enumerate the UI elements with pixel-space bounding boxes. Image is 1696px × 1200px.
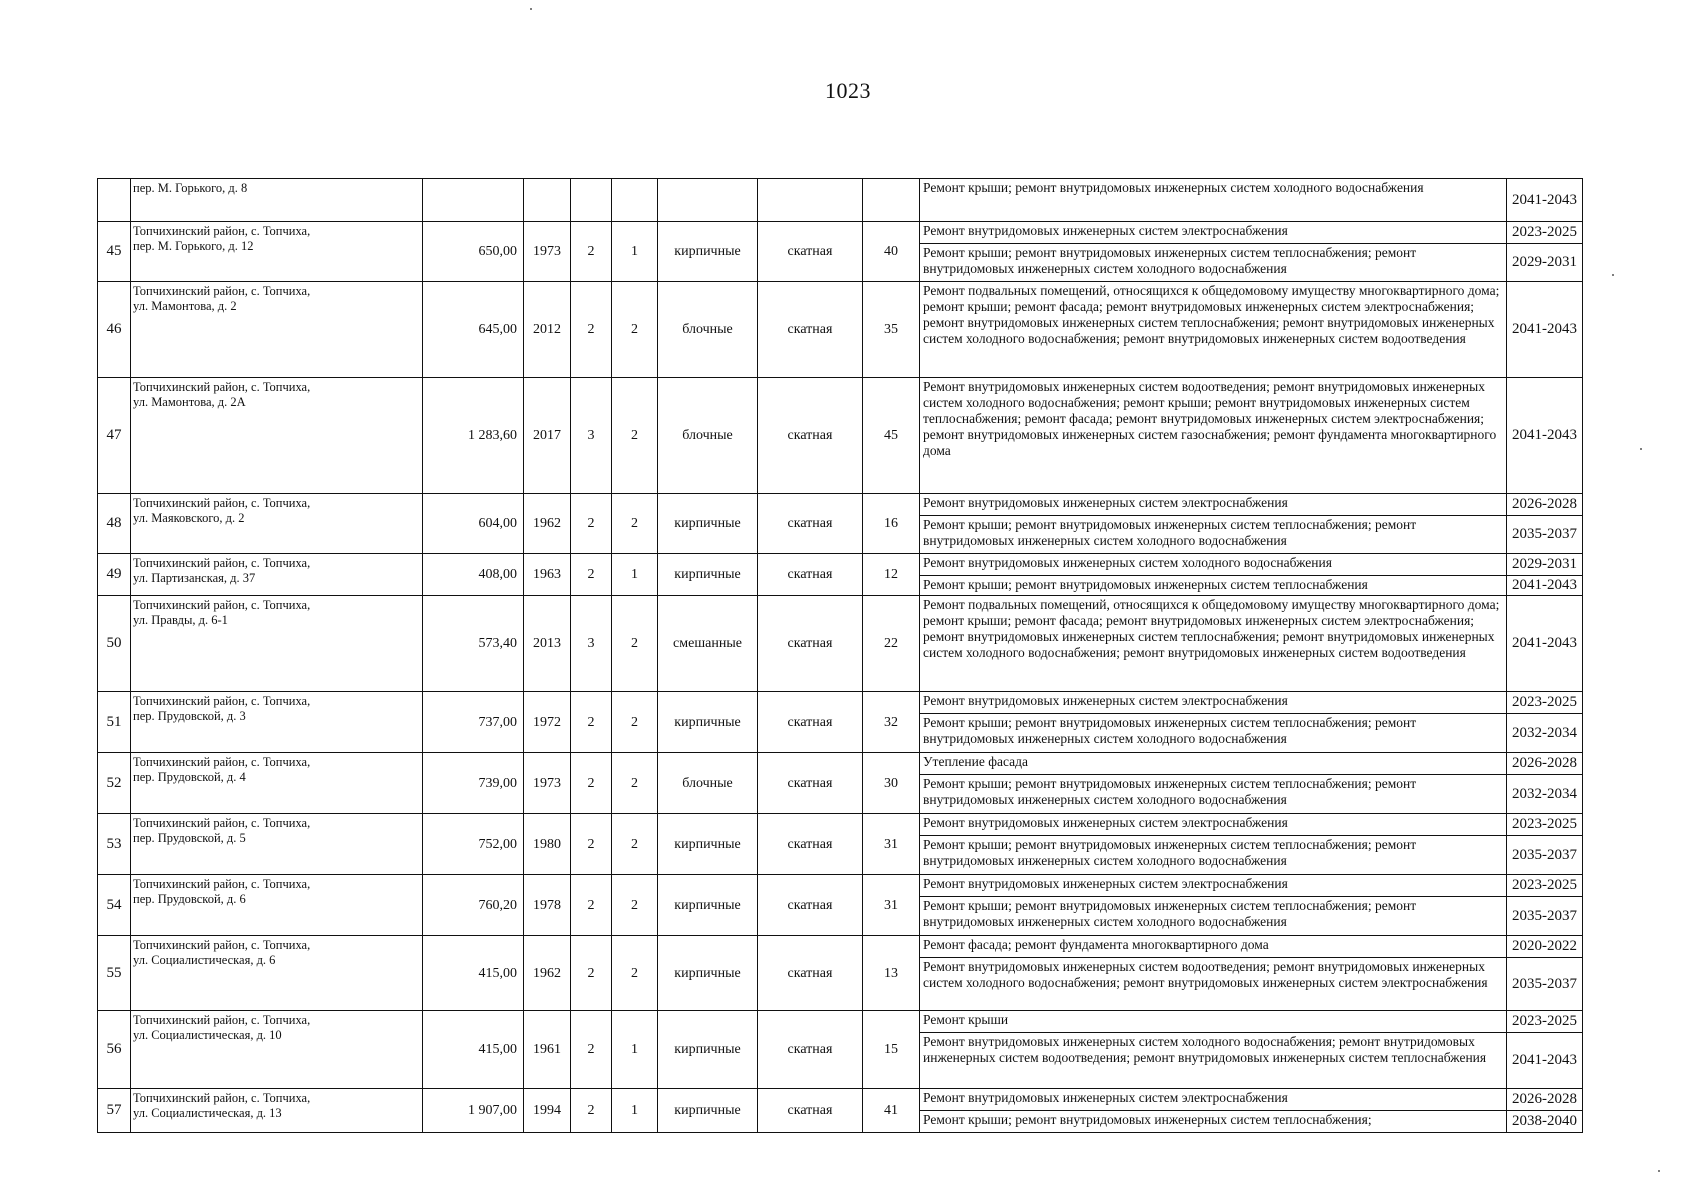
address-cell (131, 814, 423, 875)
table-row (98, 875, 1583, 897)
work-period-cell: 2035-2037 (1507, 897, 1583, 936)
wall-material-cell: кирпичные (658, 692, 758, 753)
apartments-cell (863, 179, 920, 222)
year-cell: 1973 (524, 753, 571, 814)
area-cell: 752,00 (423, 814, 524, 875)
roof-type-cell: скатная (758, 753, 863, 814)
page-number: 1023 (825, 78, 871, 103)
year-cell: 1961 (524, 1011, 571, 1089)
entrances-cell: 2 (612, 378, 658, 494)
address-cell (131, 692, 423, 753)
area-cell: 415,00 (423, 936, 524, 1011)
row-number: 48 (98, 494, 131, 554)
floors-cell: 2 (571, 282, 612, 378)
scan-speck (1658, 1170, 1660, 1172)
area-cell: 573,40 (423, 596, 524, 692)
repair-schedule-table (97, 178, 1583, 1133)
entrances-cell: 2 (612, 596, 658, 692)
address-cell (131, 1011, 423, 1089)
year-cell: 1962 (524, 936, 571, 1011)
table-row (98, 179, 1583, 222)
work-description-cell: Ремонт внутридомовых инженерных систем электроснабжения (920, 222, 1507, 244)
table-row (98, 596, 1583, 692)
work-period-cell: 2026-2028 (1507, 1089, 1583, 1111)
address-line: Топчихинский район, с. Топчиха, (133, 877, 311, 891)
address-line: Топчихинский район, с. Топчиха, (133, 556, 311, 570)
wall-material-cell: кирпичные (658, 875, 758, 936)
roof-type-cell: скатная (758, 596, 863, 692)
year-cell: 1962 (524, 494, 571, 554)
row-number: 54 (98, 875, 131, 936)
area-cell: 760,20 (423, 875, 524, 936)
work-period-cell: 2032-2034 (1507, 775, 1583, 814)
floors-cell: 2 (571, 936, 612, 1011)
row-number: 50 (98, 596, 131, 692)
work-period-cell: 2035-2037 (1507, 958, 1583, 1011)
wall-material-cell: кирпичные (658, 1011, 758, 1089)
entrances-cell: 2 (612, 936, 658, 1011)
entrances-cell: 2 (612, 692, 658, 753)
roof-type-cell: скатная (758, 378, 863, 494)
address-cell (131, 179, 423, 222)
row-number: 55 (98, 936, 131, 1011)
row-number: 47 (98, 378, 131, 494)
address-line: Топчихинский район, с. Топчиха, (133, 224, 311, 238)
address-line: пер. Прудовской, д. 3 (133, 709, 246, 723)
wall-material-cell: кирпичные (658, 554, 758, 596)
wall-material-cell: кирпичные (658, 936, 758, 1011)
row-number: 53 (98, 814, 131, 875)
address-line: Топчихинский район, с. Топчиха, (133, 1013, 311, 1027)
address-line: Топчихинский район, с. Топчиха, (133, 380, 311, 394)
entrances-cell: 2 (612, 282, 658, 378)
table-row (98, 1011, 1583, 1033)
work-description-cell: Ремонт подвальных помещений, относящихся к общедомовому имуществу многоквартирного дома; ремонт крыши; ремонт фасада; ремонт внутридомовых инженерных систем электроснабжения; ремонт внутридомовых инженерных систем теплоснабжения; ремонт внутридомовых инженерных систем холодного водоснабжения; ремонт внутридомовых инженерных систем водоотведения (920, 596, 1507, 692)
entrances-cell: 2 (612, 753, 658, 814)
work-description-cell: Ремонт внутридомовых инженерных систем электроснабжения (920, 875, 1507, 897)
wall-material-cell: кирпичные (658, 1089, 758, 1133)
work-description-cell: Ремонт фасада; ремонт фундамента многоквартирного дома (920, 936, 1507, 958)
year-cell: 2013 (524, 596, 571, 692)
work-description-cell: Ремонт внутридомовых инженерных систем электроснабжения (920, 494, 1507, 516)
address-line: Топчихинский район, с. Топчиха, (133, 598, 311, 612)
area-cell: 1 283,60 (423, 378, 524, 494)
work-description-cell: Ремонт крыши; ремонт внутридомовых инженерных систем теплоснабжения; ремонт внутридомовых инженерных систем холодного водоснабжения (920, 516, 1507, 554)
entrances-cell: 1 (612, 554, 658, 596)
address-line: пер. Прудовской, д. 4 (133, 770, 246, 784)
work-description-cell: Ремонт крыши; ремонт внутридомовых инженерных систем теплоснабжения; ремонт внутридомовых инженерных систем холодного водоснабжения (920, 775, 1507, 814)
floors-cell (571, 179, 612, 222)
table-row (98, 753, 1583, 775)
address-line: пер. М. Горького, д. 8 (133, 181, 248, 195)
work-period-cell: 2035-2037 (1507, 836, 1583, 875)
work-description-cell: Ремонт крыши; ремонт внутридомовых инженерных систем холодного водоснабжения (920, 179, 1507, 222)
work-description-cell: Ремонт крыши; ремонт внутридомовых инженерных систем теплоснабжения (920, 576, 1507, 596)
address-line: ул. Мамонтова, д. 2 (133, 299, 237, 313)
work-period-cell: 2023-2025 (1507, 692, 1583, 714)
address-line: ул. Маяковского, д. 2 (133, 511, 245, 525)
work-description-cell: Ремонт крыши; ремонт внутридомовых инженерных систем теплоснабжения; ремонт внутридомовых инженерных систем холодного водоснабжения (920, 897, 1507, 936)
scan-speck (530, 8, 532, 10)
address-cell (131, 222, 423, 282)
entrances-cell: 2 (612, 875, 658, 936)
address-line: Топчихинский район, с. Топчиха, (133, 694, 311, 708)
roof-type-cell: скатная (758, 554, 863, 596)
floors-cell: 2 (571, 814, 612, 875)
roof-type-cell: скатная (758, 875, 863, 936)
work-description-cell: Ремонт внутридомовых инженерных систем холодного водоснабжения (920, 554, 1507, 576)
work-period-cell: 2026-2028 (1507, 494, 1583, 516)
table-row (98, 282, 1583, 378)
year-cell: 1994 (524, 1089, 571, 1133)
address-cell (131, 936, 423, 1011)
address-line: ул. Партизанская, д. 37 (133, 571, 256, 585)
work-description-cell: Ремонт крыши; ремонт внутридомовых инженерных систем теплоснабжения; ремонт внутридомовых инженерных систем холодного водоснабжения (920, 714, 1507, 753)
apartments-cell: 15 (863, 1011, 920, 1089)
wall-material-cell: кирпичные (658, 814, 758, 875)
row-number: 45 (98, 222, 131, 282)
floors-cell: 2 (571, 1011, 612, 1089)
work-period-cell: 2029-2031 (1507, 244, 1583, 282)
address-cell (131, 596, 423, 692)
row-number: 56 (98, 1011, 131, 1089)
entrances-cell: 2 (612, 814, 658, 875)
wall-material-cell: кирпичные (658, 494, 758, 554)
address-line: ул. Правды, д. 6-1 (133, 613, 228, 627)
entrances-cell: 2 (612, 494, 658, 554)
year-cell (524, 179, 571, 222)
address-cell (131, 554, 423, 596)
work-description-cell: Утепление фасада (920, 753, 1507, 775)
apartments-cell: 35 (863, 282, 920, 378)
year-cell: 2017 (524, 378, 571, 494)
address-cell (131, 282, 423, 378)
wall-material-cell: блочные (658, 282, 758, 378)
floors-cell: 2 (571, 692, 612, 753)
work-description-cell: Ремонт внутридомовых инженерных систем водоотведения; ремонт внутридомовых инженерных систем холодного водоснабжения; ремонт крыши; ремонт внутридомовых инженерных систем теплоснабжения; ремонт фасада; ремонт внутридомовых инженерных систем электроснабжения; ремонт внутридомовых инженерных систем газоснабжения; ремонт фундамента многоквартирного дома (920, 378, 1507, 494)
roof-type-cell: скатная (758, 1011, 863, 1089)
work-period-cell: 2023-2025 (1507, 814, 1583, 836)
address-line: Топчихинский район, с. Топчиха, (133, 755, 311, 769)
roof-type-cell: скатная (758, 814, 863, 875)
work-period-cell: 2041-2043 (1507, 179, 1583, 222)
apartments-cell: 16 (863, 494, 920, 554)
address-cell (131, 378, 423, 494)
row-number: 51 (98, 692, 131, 753)
work-description-cell: Ремонт внутридомовых инженерных систем электроснабжения (920, 814, 1507, 836)
work-period-cell: 2026-2028 (1507, 753, 1583, 775)
roof-type-cell: скатная (758, 282, 863, 378)
address-line: ул. Социалистическая, д. 6 (133, 953, 276, 967)
area-cell: 415,00 (423, 1011, 524, 1089)
row-number (98, 179, 131, 222)
entrances-cell: 1 (612, 1089, 658, 1133)
area-cell: 737,00 (423, 692, 524, 753)
year-cell: 1973 (524, 222, 571, 282)
work-period-cell: 2029-2031 (1507, 554, 1583, 576)
address-cell (131, 494, 423, 554)
row-number: 49 (98, 554, 131, 596)
work-period-cell: 2041-2043 (1507, 576, 1583, 596)
work-period-cell: 2023-2025 (1507, 222, 1583, 244)
work-period-cell: 2041-2043 (1507, 1033, 1583, 1089)
apartments-cell: 40 (863, 222, 920, 282)
address-line: пер. Прудовской, д. 6 (133, 892, 246, 906)
apartments-cell: 41 (863, 1089, 920, 1133)
apartments-cell: 13 (863, 936, 920, 1011)
floors-cell: 2 (571, 494, 612, 554)
apartments-cell: 12 (863, 554, 920, 596)
address-line: ул. Социалистическая, д. 10 (133, 1028, 282, 1042)
area-cell: 650,00 (423, 222, 524, 282)
address-line: ул. Мамонтова, д. 2А (133, 395, 246, 409)
address-line: пер. Прудовской, д. 5 (133, 831, 246, 845)
address-line: ул. Социалистическая, д. 13 (133, 1106, 282, 1120)
apartments-cell: 45 (863, 378, 920, 494)
work-description-cell: Ремонт внутридомовых инженерных систем электроснабжения (920, 1089, 1507, 1111)
address-cell (131, 1089, 423, 1133)
area-cell: 645,00 (423, 282, 524, 378)
table-row (98, 814, 1583, 836)
address-line: Топчихинский район, с. Топчиха, (133, 938, 311, 952)
table-row (98, 692, 1583, 714)
work-period-cell: 2041-2043 (1507, 282, 1583, 378)
work-description-cell: Ремонт крыши; ремонт внутридомовых инженерных систем теплоснабжения; ремонт внутридомовых инженерных систем холодного водоснабжения (920, 836, 1507, 875)
table-row (98, 378, 1583, 494)
address-line: Топчихинский район, с. Топчиха, (133, 1091, 311, 1105)
roof-type-cell: скатная (758, 936, 863, 1011)
area-cell: 604,00 (423, 494, 524, 554)
work-period-cell: 2035-2037 (1507, 516, 1583, 554)
apartments-cell: 32 (863, 692, 920, 753)
entrances-cell: 1 (612, 1011, 658, 1089)
floors-cell: 2 (571, 875, 612, 936)
work-description-cell: Ремонт внутридомовых инженерных систем водоотведения; ремонт внутридомовых инженерных систем холодного водоснабжения; ремонт внутридомовых инженерных систем электроснабжения (920, 958, 1507, 1011)
work-period-cell: 2041-2043 (1507, 596, 1583, 692)
row-number: 46 (98, 282, 131, 378)
area-cell (423, 179, 524, 222)
floors-cell: 2 (571, 753, 612, 814)
roof-type-cell: скатная (758, 1089, 863, 1133)
table-row (98, 554, 1583, 576)
wall-material-cell: смешанные (658, 596, 758, 692)
year-cell: 1963 (524, 554, 571, 596)
work-period-cell: 2041-2043 (1507, 378, 1583, 494)
work-period-cell: 2023-2025 (1507, 1011, 1583, 1033)
address-cell (131, 875, 423, 936)
wall-material-cell (658, 179, 758, 222)
address-line: Топчихинский район, с. Топчиха, (133, 496, 311, 510)
work-period-cell: 2038-2040 (1507, 1111, 1583, 1133)
floors-cell: 2 (571, 1089, 612, 1133)
address-line: пер. М. Горького, д. 12 (133, 239, 254, 253)
scan-speck (1612, 274, 1614, 276)
entrances-cell (612, 179, 658, 222)
table-row (98, 1089, 1583, 1111)
year-cell: 1980 (524, 814, 571, 875)
area-cell: 408,00 (423, 554, 524, 596)
roof-type-cell: скатная (758, 692, 863, 753)
roof-type-cell (758, 179, 863, 222)
work-period-cell: 2023-2025 (1507, 875, 1583, 897)
floors-cell: 3 (571, 596, 612, 692)
table-row (98, 936, 1583, 958)
wall-material-cell: блочные (658, 753, 758, 814)
apartments-cell: 31 (863, 814, 920, 875)
address-cell (131, 753, 423, 814)
work-description-cell: Ремонт внутридомовых инженерных систем холодного водоснабжения; ремонт внутридомовых инженерных систем водоотведения; ремонт внутридомовых инженерных систем теплоснабжения (920, 1033, 1507, 1089)
apartments-cell: 22 (863, 596, 920, 692)
table-row (98, 222, 1583, 244)
wall-material-cell: кирпичные (658, 222, 758, 282)
entrances-cell: 1 (612, 222, 658, 282)
work-description-cell: Ремонт внутридомовых инженерных систем электроснабжения (920, 692, 1507, 714)
work-description-cell: Ремонт крыши; ремонт внутридомовых инженерных систем теплоснабжения; (920, 1111, 1507, 1133)
row-number: 52 (98, 753, 131, 814)
year-cell: 2012 (524, 282, 571, 378)
table-body (98, 179, 1583, 1133)
scan-speck (1640, 448, 1642, 450)
floors-cell: 3 (571, 378, 612, 494)
floors-cell: 2 (571, 554, 612, 596)
floors-cell: 2 (571, 222, 612, 282)
area-cell: 739,00 (423, 753, 524, 814)
work-period-cell: 2032-2034 (1507, 714, 1583, 753)
address-line: Топчихинский район, с. Топчиха, (133, 816, 311, 830)
row-number: 57 (98, 1089, 131, 1133)
address-line: Топчихинский район, с. Топчиха, (133, 284, 311, 298)
work-period-cell: 2020-2022 (1507, 936, 1583, 958)
work-description-cell: Ремонт подвальных помещений, относящихся к общедомовому имуществу многоквартирного дома; ремонт крыши; ремонт фасада; ремонт внутридомовых инженерных систем электроснабжения; ремонт внутридомовых инженерных систем теплоснабжения; ремонт внутридомовых инженерных систем холодного водоснабжения; ремонт внутридомовых инженерных систем водоотведения (920, 282, 1507, 378)
table-row (98, 494, 1583, 516)
roof-type-cell: скатная (758, 494, 863, 554)
apartments-cell: 30 (863, 753, 920, 814)
roof-type-cell: скатная (758, 222, 863, 282)
year-cell: 1972 (524, 692, 571, 753)
apartments-cell: 31 (863, 875, 920, 936)
area-cell: 1 907,00 (423, 1089, 524, 1133)
year-cell: 1978 (524, 875, 571, 936)
work-description-cell: Ремонт крыши; ремонт внутридомовых инженерных систем теплоснабжения; ремонт внутридомовых инженерных систем холодного водоснабжения (920, 244, 1507, 282)
wall-material-cell: блочные (658, 378, 758, 494)
work-description-cell: Ремонт крыши (920, 1011, 1507, 1033)
